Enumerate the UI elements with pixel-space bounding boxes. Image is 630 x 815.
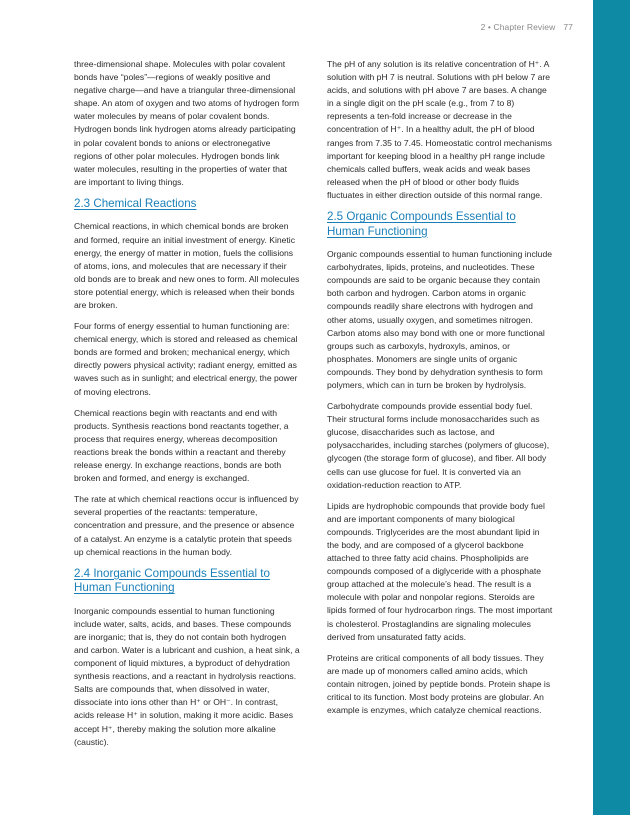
paragraph: Proteins are critical components of all body tissues. They are made up of monomers called amino acids, which contain nitrogen, joined by peptide bonds. Protein shape is critical to its function. Most body proteins are globular. An example is enzymes, which catalyze chemical reactions. — [327, 652, 551, 716]
paragraph: Organic compounds essential to human functioning include carbohydrates, lipids, proteins, and nucleotides. These compounds are said to be organic because they contain both carbon and hydrogen. Carbon atoms in organic compounds readily share electrons with hydrogen and other atoms, usually oxygen, and sometimes nitrogen. Carbon atoms also may bond with one or more functional groups such as carboxyls, hydroxyls, aminos, or phosphates. Monomers are single units of organic compounds. They bond by dehydration synthesis to form polymers, which can in turn be broken by hydrolysis. — [327, 249, 553, 390]
section-heading-2-3[interactable]: 2.3 Chemical Reactions — [74, 196, 197, 210]
paragraph: three-dimensional shape. Molecules with polar covalent bonds have “poles”—regions of weakly positive and negative charge—and have a triangular three-dimensional shape. An atom of oxygen and two atoms of hydrogen form water molecules by means of polar covalent bonds. Hydrogen bonds link hydrogen atoms already participating in polar covalent bonds to anions or electronegative regions of other polar molecules. Hydrogen bonds link water molecules, resulting in the properties of water that are important to living things. — [74, 59, 300, 187]
section-heading-2-4[interactable]: 2.4 Inorganic Compounds Essential to Human Functioning — [74, 566, 270, 595]
paragraph: The pH of any solution is its relative concentration of H⁺. A solution with pH 7 is neutral. Solutions with pH below 7 are acids, and solutions with pH above 7 are bases. A change in a single digit on the pH scale (e.g., from 7 to 8) represents a ten-fold increase or decrease in the concentration of H⁺. In a healthy adult, the pH of blood ranges from 7.35 to 7.45. Homeostatic control mechanisms important for keeping blood in a healthy pH range include chemicals called buffers, weak acids and weak bases released when the pH of blood or other body fluids fluctuates in either direction outside of this normal range. — [327, 59, 552, 200]
paragraph: The rate at which chemical reactions occur is influenced by several properties of the reactants: temperature, concentration and pressure, and the presence or absence of a catalyst. An enzyme is a catalytic protein that speeds up chemical reactions in the human body. — [74, 494, 299, 557]
paragraph: Lipids are hydrophobic compounds that provide body fuel and are important components of many biological compounds. Triglycerides are the most abundant lipid in the body, and are composed of a glycerol backbone attached to three fatty acid chains. Phospholipids are compounds composed of a diglyceride with a phosphate group attached at the molecule’s head. The result is a molecule with polar and nonpolar regions. Steroids are lipids formed of four hydrocarbon rings. The most important is cholesterol. Prostaglandins are signaling molecules derived from unsaturated fatty acids. — [327, 500, 553, 642]
paragraph: Carbohydrate compounds provide essential body fuel. Their structural forms include monosaccharides such as glucose, disaccharides such as lactose, and polysaccharides, including starches (polymers of glucose), glycogen (the storage form of glucose), and fiber. All body cells can use glucose for fuel. It is converted via an oxidation-reduction reaction to ATP. — [327, 401, 550, 490]
section-heading-2-5[interactable]: 2.5 Organic Compounds Essential to Human Functioning — [327, 210, 516, 238]
chapter-label: 2 • Chapter Review — [480, 22, 556, 32]
right-column — [327, 58, 553, 725]
page-number: 77 — [563, 22, 573, 32]
paragraph: Chemical reactions, in which chemical bonds are broken and formed, require an initial investment of energy. Kinetic energy, the energy of matter in motion, fuels the collisions of atoms, ions, and molecules that are necessary if their old bonds are to break and new ones to form. All molecules store potential energy, which is released when their bonds are broken. — [74, 221, 300, 310]
paragraph: Inorganic compounds essential to human functioning include water, salts, acids, and bases. These compounds are inorganic; that is, they do not contain both hydrogen and carbon. Water is a lubricant and cushion, a heat sink, a component of liquid mixtures, a byproduct of dehydration synthesis reactions, and a reactant in hydrolysis reactions. Salts are compounds that, when dissolved in water, dissociate into ions other than H⁺ or OH⁻. In contrast, acids release H⁺ in solution, making it more acidic. Bases accept H⁺, thereby making the solution more alkaline (caustic). — [74, 605, 300, 747]
running-header — [481, 22, 573, 32]
side-accent-bar — [593, 0, 630, 815]
left-column — [74, 58, 300, 757]
paragraph: Four forms of energy essential to human functioning are: chemical energy, which is stored and released as chemical bonds are formed and broken; mechanical energy, which directly powers physical activity; radiant energy, emitted as waves such as in sunlight; and electrical energy, the power of moving electrons. — [74, 321, 298, 397]
paragraph: Chemical reactions begin with reactants and end with products. Synthesis reactions bond reactants together, a process that requires energy, whereas decomposition reactions break the bonds within a reactant and thereby release energy. In exchange reactions, bonds are both broken and formed, and energy is exchanged. — [74, 407, 289, 484]
